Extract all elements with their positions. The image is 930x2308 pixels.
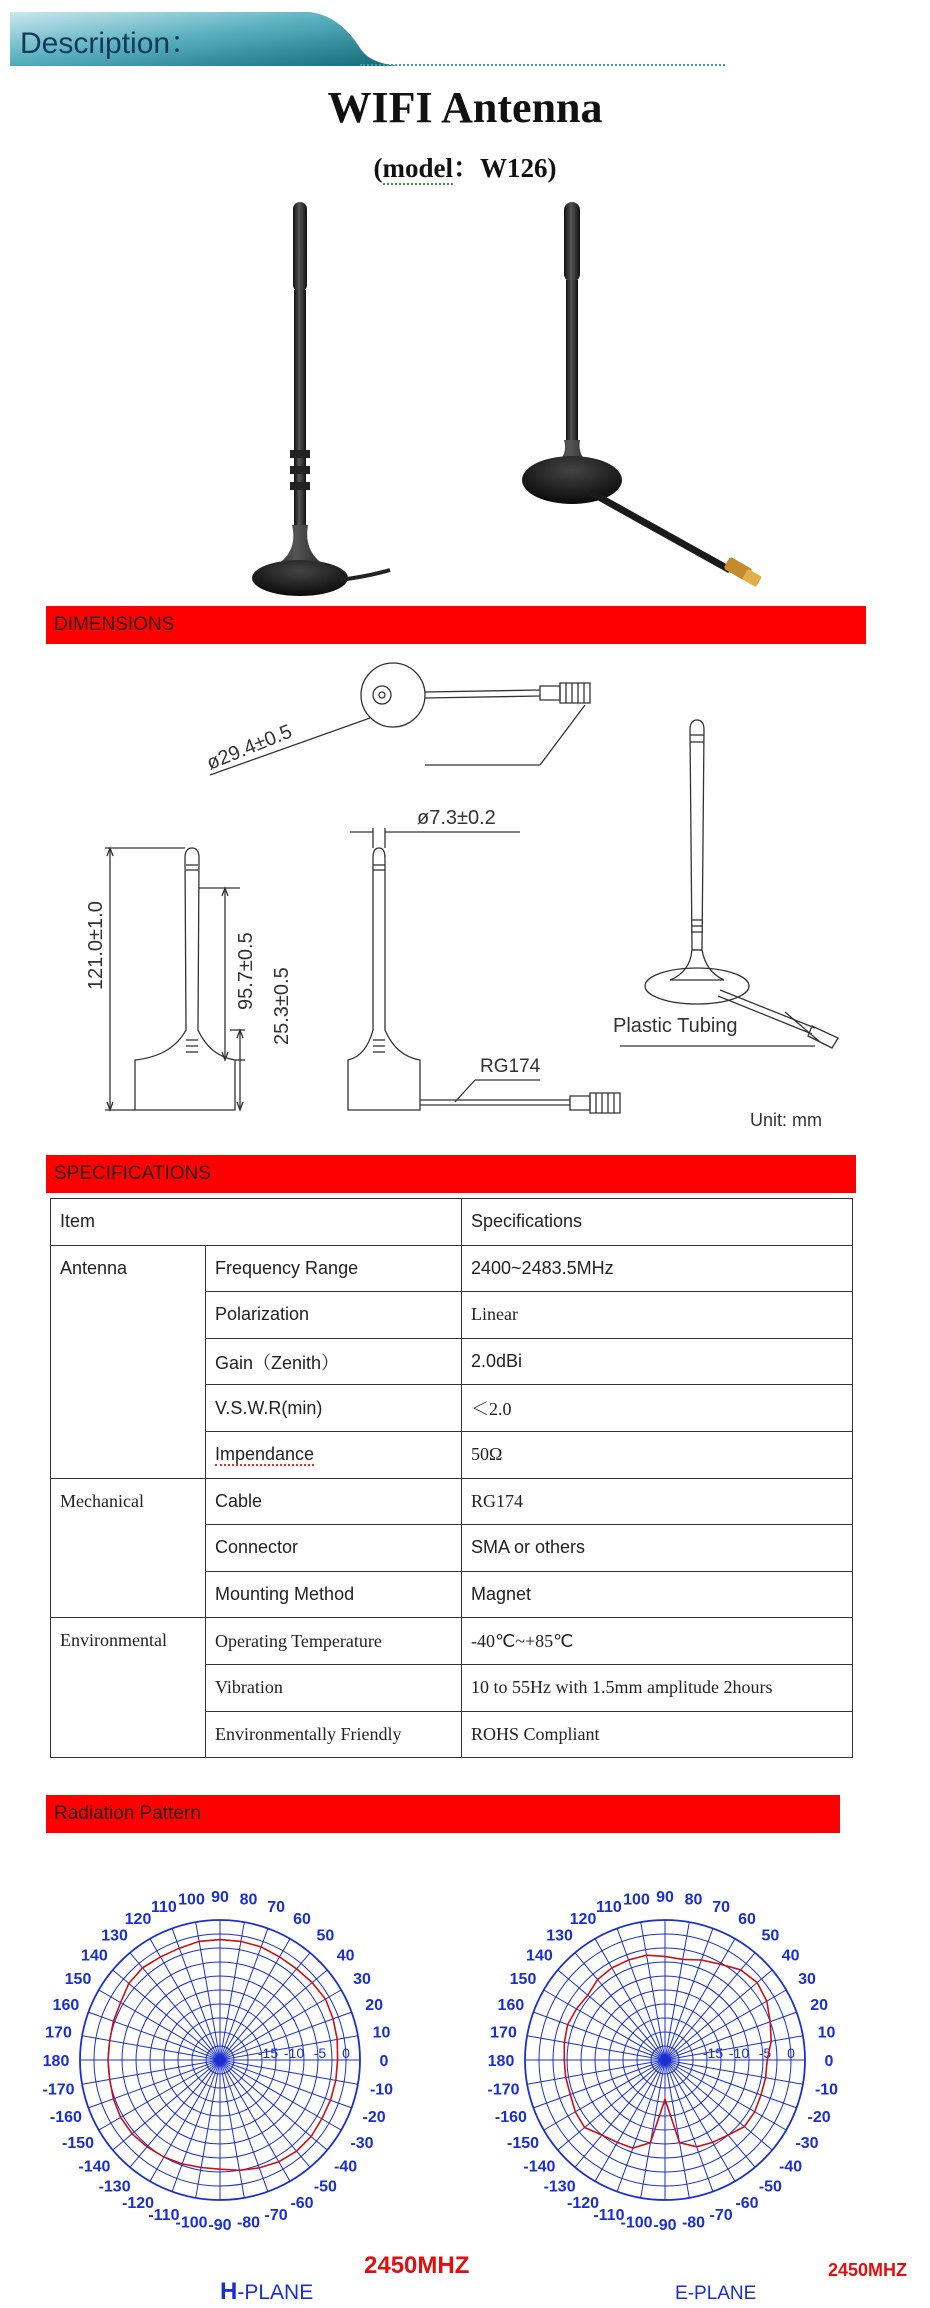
ring-label: 0 <box>787 2045 795 2061</box>
dim-total-height: 121.0±1.0 <box>85 901 107 990</box>
spec-table <box>50 1198 853 1758</box>
angle-label: -10 <box>814 2081 839 2099</box>
angle-label: -50 <box>758 2178 782 2196</box>
angle-label: -40 <box>334 2158 358 2176</box>
value-cell: Magnet <box>462 1571 853 1618</box>
angle-label: 0 <box>824 2053 834 2070</box>
table-row <box>51 1618 853 1665</box>
angle-label: -90 <box>208 2217 232 2234</box>
angle-label: 150 <box>509 1971 537 1988</box>
ring-label: -5 <box>758 2045 772 2061</box>
angle-label: -170 <box>42 2081 75 2099</box>
angle-label: -110 <box>593 2207 625 2225</box>
ring-label: -10 <box>728 2045 750 2061</box>
angle-label: -70 <box>264 2207 288 2225</box>
group-name: Antenna <box>51 1245 206 1478</box>
h-plane-label: H-PLANE <box>220 2278 314 2305</box>
angle-label: 70 <box>267 1898 285 1916</box>
angle-label: -30 <box>350 2135 374 2152</box>
product-title: WIFI Antenna <box>327 83 603 132</box>
angle-label: 60 <box>293 1911 311 1928</box>
angle-label: 110 <box>595 1898 622 1916</box>
angle-label: -120 <box>121 2195 155 2212</box>
angle-label: 130 <box>101 1927 128 1945</box>
group-name: Mechanical <box>51 1478 206 1618</box>
angle-label: -140 <box>78 2158 111 2176</box>
param-cell: Impendance <box>206 1431 462 1478</box>
angle-label: -90 <box>653 2217 677 2234</box>
value-cell: RG174 <box>462 1478 853 1525</box>
angle-label: -30 <box>795 2135 819 2152</box>
param-cell: Cable <box>206 1478 462 1525</box>
param-cell: Gain（Zenith） <box>206 1338 462 1385</box>
angle-label: -80 <box>236 2214 261 2232</box>
param-cell: Vibration <box>206 1664 462 1711</box>
angle-label: 140 <box>526 1947 553 1965</box>
radiation-header: Radiation Pattern <box>46 1795 840 1833</box>
angle-label: -100 <box>620 2214 653 2232</box>
angle-label: 80 <box>684 1891 703 1909</box>
angle-label: 40 <box>336 1947 355 1965</box>
value-cell: 2400~2483.5MHz <box>462 1245 853 1292</box>
angle-label: 90 <box>211 1889 229 1906</box>
header-spec: Specifications <box>462 1199 853 1246</box>
value-cell: Linear <box>462 1292 853 1339</box>
angle-label: 140 <box>81 1947 108 1965</box>
ring-label: 0 <box>342 2045 350 2061</box>
angle-label: 130 <box>546 1927 573 1945</box>
angle-label: -110 <box>148 2207 180 2225</box>
param-cell: V.S.W.R(min) <box>206 1385 462 1432</box>
ring-label: -15 <box>257 2045 279 2061</box>
angle-label: -60 <box>290 2195 314 2212</box>
angle-label: -100 <box>175 2214 208 2232</box>
value-cell: ROHS Compliant <box>462 1711 853 1758</box>
angle-label: 20 <box>365 1996 383 2014</box>
angle-label: 100 <box>178 1891 205 1909</box>
angle-label: 50 <box>761 1927 780 1945</box>
ring-label: -5 <box>313 2045 327 2061</box>
product-photo-side <box>520 200 800 600</box>
angle-label: -120 <box>566 2195 600 2212</box>
header-divider <box>360 64 725 66</box>
angle-label: -50 <box>313 2178 337 2196</box>
dim-base-diameter: ø29.4±0.5 <box>203 720 296 775</box>
angle-label: -60 <box>735 2195 759 2212</box>
param-cell: Frequency Range <box>206 1245 462 1292</box>
angle-label: -170 <box>487 2081 520 2099</box>
top-view-base <box>361 663 425 727</box>
angle-label: 170 <box>45 2024 72 2042</box>
e-plane-chart <box>465 1860 908 2300</box>
angle-label: 10 <box>817 2024 836 2042</box>
angle-label: 30 <box>798 1971 816 1988</box>
angle-label: -10 <box>369 2081 394 2099</box>
product-photo-front <box>240 200 400 600</box>
param-cell: Polarization <box>206 1292 462 1339</box>
dimension-drawing <box>80 650 880 1150</box>
angle-label: 10 <box>372 2024 391 2042</box>
angle-label: 120 <box>124 1911 152 1928</box>
h-plane-chart <box>20 1860 460 2300</box>
angle-label: -160 <box>494 2109 527 2127</box>
angle-label: -20 <box>362 2109 386 2127</box>
angle-label: 160 <box>52 1996 80 2014</box>
value-cell: -40℃~+85℃ <box>462 1618 853 1665</box>
angle-label: -130 <box>98 2178 131 2196</box>
e-plane-freq: 2450MHZ <box>828 2260 908 2280</box>
table-header-row <box>51 1199 853 1246</box>
dim-whip-height: 95.7±0.5 <box>235 932 257 1010</box>
ring-label: -10 <box>283 2045 305 2061</box>
angle-label: 120 <box>569 1911 597 1928</box>
angle-label: 160 <box>497 1996 525 2014</box>
angle-label: -70 <box>709 2207 733 2225</box>
product-model: (model：W126) <box>373 153 557 183</box>
angle-label: -80 <box>681 2214 706 2232</box>
angle-label: -150 <box>506 2135 540 2152</box>
param-cell: Operating Temperature <box>206 1618 462 1665</box>
ring-label: -15 <box>702 2045 724 2061</box>
angle-label: 80 <box>239 1891 258 1909</box>
value-cell: 2.0dBi <box>462 1338 853 1385</box>
dim-cable-label: RG174 <box>480 1056 541 1077</box>
angle-label: -150 <box>61 2135 95 2152</box>
description-label: Description： <box>20 27 201 60</box>
angle-label: 170 <box>490 2024 517 2042</box>
dim-tubing-label: Plastic Tubing <box>613 1015 738 1037</box>
table-row <box>51 1478 853 1525</box>
angle-label: 50 <box>316 1927 335 1945</box>
angle-label: 30 <box>353 1971 371 1988</box>
angle-label: 110 <box>150 1898 177 1916</box>
angle-label: -20 <box>807 2109 831 2127</box>
angle-label: 90 <box>656 1889 674 1906</box>
specifications-header: SPECIFICATIONS <box>46 1155 856 1193</box>
dim-whip-diameter: ø7.3±0.2 <box>417 807 496 829</box>
param-cell: Connector <box>206 1525 462 1572</box>
angle-label: 0 <box>379 2053 389 2070</box>
param-cell: Environmentally Friendly <box>206 1711 462 1758</box>
angle-label: 40 <box>781 1947 800 1965</box>
angle-label: 180 <box>487 2053 515 2070</box>
dimensions-header: DIMENSIONS <box>46 606 866 644</box>
value-cell: ＜2.0 <box>462 1385 853 1432</box>
angle-label: 20 <box>810 1996 828 2014</box>
angle-label: -140 <box>523 2158 556 2176</box>
angle-label: 180 <box>42 2053 70 2070</box>
angle-label: 100 <box>623 1891 650 1909</box>
e-plane-label: E-PLANE <box>675 2283 757 2304</box>
value-cell: SMA or others <box>462 1525 853 1572</box>
group-name: Environmental <box>51 1618 206 1758</box>
value-cell: 50Ω <box>462 1431 853 1478</box>
angle-label: -130 <box>543 2178 576 2196</box>
angle-label: -40 <box>779 2158 803 2176</box>
angle-label: 150 <box>64 1971 92 1988</box>
angle-label: -160 <box>49 2109 82 2127</box>
header-item: Item <box>51 1199 462 1246</box>
param-cell: Mounting Method <box>206 1571 462 1618</box>
angle-label: 70 <box>712 1898 730 1916</box>
value-cell: 10 to 55Hz with 1.5mm amplitude 2hours <box>462 1664 853 1711</box>
dim-base-height: 25.3±0.5 <box>271 967 293 1045</box>
angle-label: 60 <box>738 1911 756 1928</box>
dim-unit-label: Unit: mm <box>750 1110 822 1130</box>
table-row <box>51 1245 853 1292</box>
h-plane-freq: 2450MHZ <box>364 2252 470 2279</box>
